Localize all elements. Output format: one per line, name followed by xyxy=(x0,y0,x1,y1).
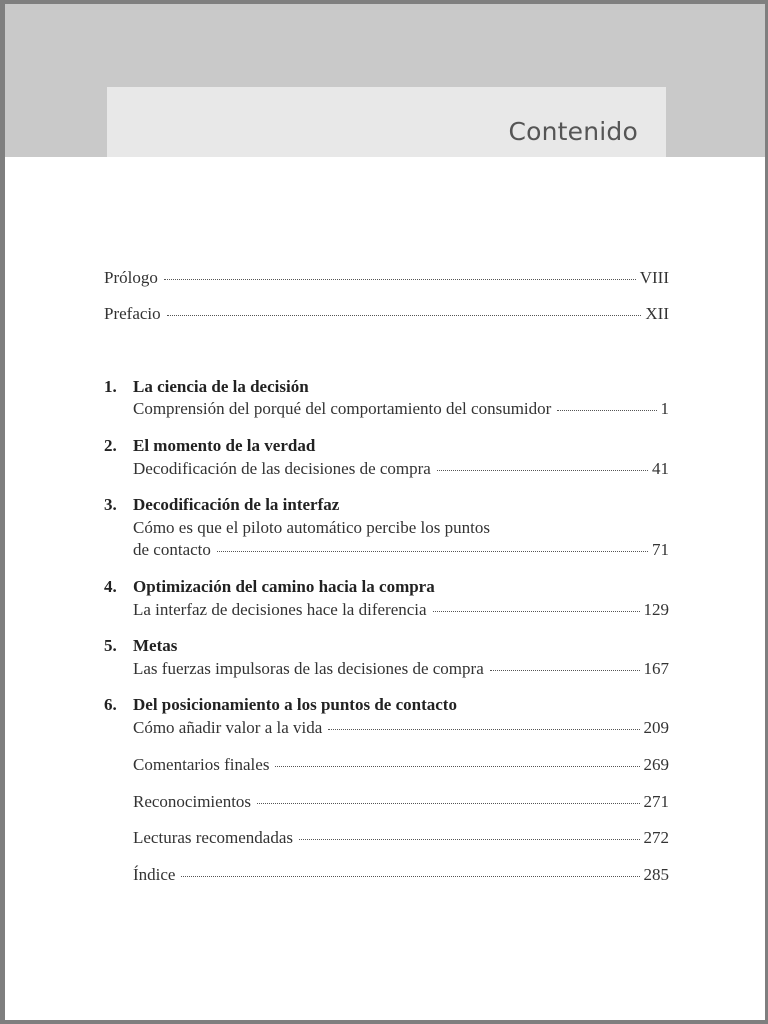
toc-entry-page: 129 xyxy=(643,600,669,619)
toc-entry-label: Prólogo xyxy=(104,268,158,287)
chapter-subtitle: Decodificación de las decisiones de compra xyxy=(133,459,431,478)
leader-dots xyxy=(557,409,656,411)
toc-entry-page: 209 xyxy=(643,718,669,737)
chapter-number: 1. xyxy=(104,377,117,396)
chapter-number: 5. xyxy=(104,636,117,655)
leader-dots xyxy=(164,278,636,280)
leader-dots xyxy=(181,875,639,877)
toc-entry-prefacio[interactable] xyxy=(104,304,669,324)
title-box xyxy=(107,87,666,157)
chapter-title[interactable]: Decodificación de la interfaz xyxy=(133,495,340,514)
toc-entry-chapter-3[interactable] xyxy=(133,540,669,560)
toc-entry-page: XII xyxy=(645,304,669,323)
leader-dots xyxy=(275,765,639,767)
toc-entry-label: Reconocimientos xyxy=(133,792,252,811)
toc-entry-chapter-4[interactable] xyxy=(133,600,669,620)
toc-entry-label: Prefacio xyxy=(104,304,161,323)
toc-entry-comentarios[interactable] xyxy=(133,755,669,775)
chapter-title[interactable]: Optimización del camino hacia la compra xyxy=(133,577,435,596)
chapter-subtitle: Cómo añadir valor a la vida xyxy=(133,718,323,737)
toc-entry-prologo[interactable] xyxy=(104,268,669,288)
toc-entry-lecturas[interactable] xyxy=(133,828,669,848)
toc-entry-page: 269 xyxy=(643,755,669,774)
toc-entry-page: 71 xyxy=(652,540,669,559)
leader-dots xyxy=(328,728,639,730)
toc-entry-page: 41 xyxy=(652,459,669,478)
chapter-subtitle-line: Cómo es que el piloto automático percibe los puntos xyxy=(133,518,490,537)
toc-entry-page: 271 xyxy=(643,792,669,811)
page-title: Contenido xyxy=(508,117,638,146)
chapter-subtitle: Comprensión del porqué del comportamiento del consumidor xyxy=(133,399,552,418)
chapter-number: 4. xyxy=(104,577,117,596)
leader-dots xyxy=(299,838,640,840)
toc-entry-page: 167 xyxy=(643,659,669,678)
toc-entry-label: Índice xyxy=(133,865,176,884)
leader-dots xyxy=(217,550,648,552)
chapter-subtitle: La interfaz de decisiones hace la diferencia xyxy=(133,600,427,619)
leader-dots xyxy=(257,802,639,804)
book-page xyxy=(5,4,765,1020)
toc-entry-chapter-6[interactable] xyxy=(133,718,669,738)
leader-dots xyxy=(167,314,642,316)
chapter-number: 3. xyxy=(104,495,117,514)
leader-dots xyxy=(433,610,640,612)
leader-dots xyxy=(490,669,640,671)
toc-entry-indice[interactable] xyxy=(133,865,669,885)
chapter-title[interactable]: La ciencia de la decisión xyxy=(133,377,309,396)
toc-entry-page: 285 xyxy=(643,865,669,884)
chapter-subtitle: Las fuerzas impulsoras de las decisiones de compra xyxy=(133,659,484,678)
chapter-subtitle: de contacto xyxy=(133,540,211,559)
toc-entry-reconocimientos[interactable] xyxy=(133,792,669,812)
toc-entry-chapter-1[interactable] xyxy=(133,399,669,419)
toc-entry-page: VIII xyxy=(639,268,669,287)
toc-entry-chapter-5[interactable] xyxy=(133,659,669,679)
toc-entry-page: 1 xyxy=(660,399,669,418)
toc-entry-label: Lecturas recomendadas xyxy=(133,828,293,847)
leader-dots xyxy=(437,469,648,471)
chapter-number: 6. xyxy=(104,695,117,714)
toc-entry-chapter-2[interactable] xyxy=(133,459,669,479)
chapter-title[interactable]: Del posicionamiento a los puntos de contacto xyxy=(133,695,457,714)
toc-entry-label: Comentarios finales xyxy=(133,755,270,774)
chapter-number: 2. xyxy=(104,436,117,455)
toc-entry-page: 272 xyxy=(643,828,669,847)
chapter-title[interactable]: Metas xyxy=(133,636,178,655)
chapter-title[interactable]: El momento de la verdad xyxy=(133,436,316,455)
